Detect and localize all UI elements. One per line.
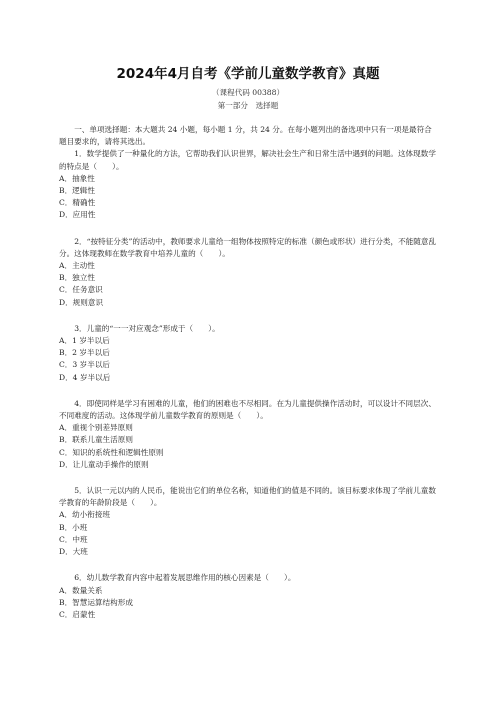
option-c: C．3 岁半以后 bbox=[59, 360, 111, 370]
option-d: D．规则意识 bbox=[59, 297, 104, 307]
question-5 bbox=[59, 485, 439, 558]
option-a: A．抽象性 bbox=[59, 173, 95, 183]
question-text: 4．即使同样是学习有困难的儿童，他们的困难也不尽相同。在为儿童提供操作活动时，可以设计不同层次、不同难度的活动。这体现学前儿童数学教育的原则是（ ）。 bbox=[59, 398, 436, 421]
option-c: C．任务意识 bbox=[59, 285, 103, 295]
option-c: C．精确性 bbox=[59, 198, 96, 208]
option-a: A．主动性 bbox=[59, 261, 95, 271]
section-heading: 第一部分 选择题 bbox=[217, 101, 279, 110]
question-text: 1．数学提供了一种量化的方法，它帮助我们认识世界，解决社会生产和日常生活中遇到的问题。这体现数学的特点是（ ）。 bbox=[59, 149, 436, 171]
option-b: B．2 岁半以后 bbox=[59, 348, 110, 358]
option-c: C．启蒙性 bbox=[59, 609, 96, 619]
option-d: D．让儿童动手操作的原则 bbox=[59, 459, 149, 469]
question-text: 6．幼儿数学教育内容中起着发展思维作用的核心因素是（ ）。 bbox=[74, 573, 296, 583]
option-b: B．智慧运算结构形成 bbox=[59, 597, 133, 607]
exam-content bbox=[59, 124, 439, 621]
question-4 bbox=[59, 398, 439, 471]
question-text: 3．儿童的“一一对应观念”形成于（ ）。 bbox=[74, 323, 220, 333]
question-3 bbox=[59, 323, 439, 384]
option-a: A．1 岁半以后 bbox=[59, 336, 110, 346]
option-d: D．4 岁半以后 bbox=[59, 372, 111, 382]
question-2 bbox=[59, 236, 439, 309]
course-code: （课程代码 00388） bbox=[211, 88, 285, 97]
question-1 bbox=[59, 148, 439, 221]
question-text: 2．“按特征分类”的活动中，教师要求儿童给一组物体按照特定的标准（颜色或形状）进行分类，不能随意乱分。这体现教师在数学教育中培养儿童的（ ）。 bbox=[59, 236, 437, 258]
option-b: B．独立性 bbox=[59, 273, 95, 283]
option-c: C．中班 bbox=[59, 534, 88, 544]
option-d: D．应用性 bbox=[59, 210, 96, 220]
question-text: 5．认识一元以内的人民币，能说出它们的单位名称，知道他们的值是不同的。该目标要求体现了学前儿童数学教育的年龄阶段是（ ）。 bbox=[59, 486, 436, 508]
option-a: A．幼小衔接班 bbox=[59, 510, 111, 520]
exam-title: 2024年4月自考《学前儿童数学教育》真题 bbox=[116, 66, 380, 82]
option-a: A．重视个别差异原则 bbox=[59, 423, 133, 433]
option-b: B．小班 bbox=[59, 522, 88, 532]
option-b: B．联系儿童生活原则 bbox=[59, 435, 133, 445]
option-b: B．逻辑性 bbox=[59, 186, 95, 196]
option-a: A．数量关系 bbox=[59, 585, 103, 595]
instructions: 一、单项选择题：本大题共 24 小题，每小题 1 分，共 24 分。在每小题列出的备选项中只有一项是最符合题目要求的，请将其选出。 bbox=[59, 125, 432, 147]
question-6 bbox=[59, 572, 439, 621]
option-c: C．知识的系统性和逻辑性原则 bbox=[59, 447, 164, 457]
option-d: D．大班 bbox=[59, 547, 88, 557]
